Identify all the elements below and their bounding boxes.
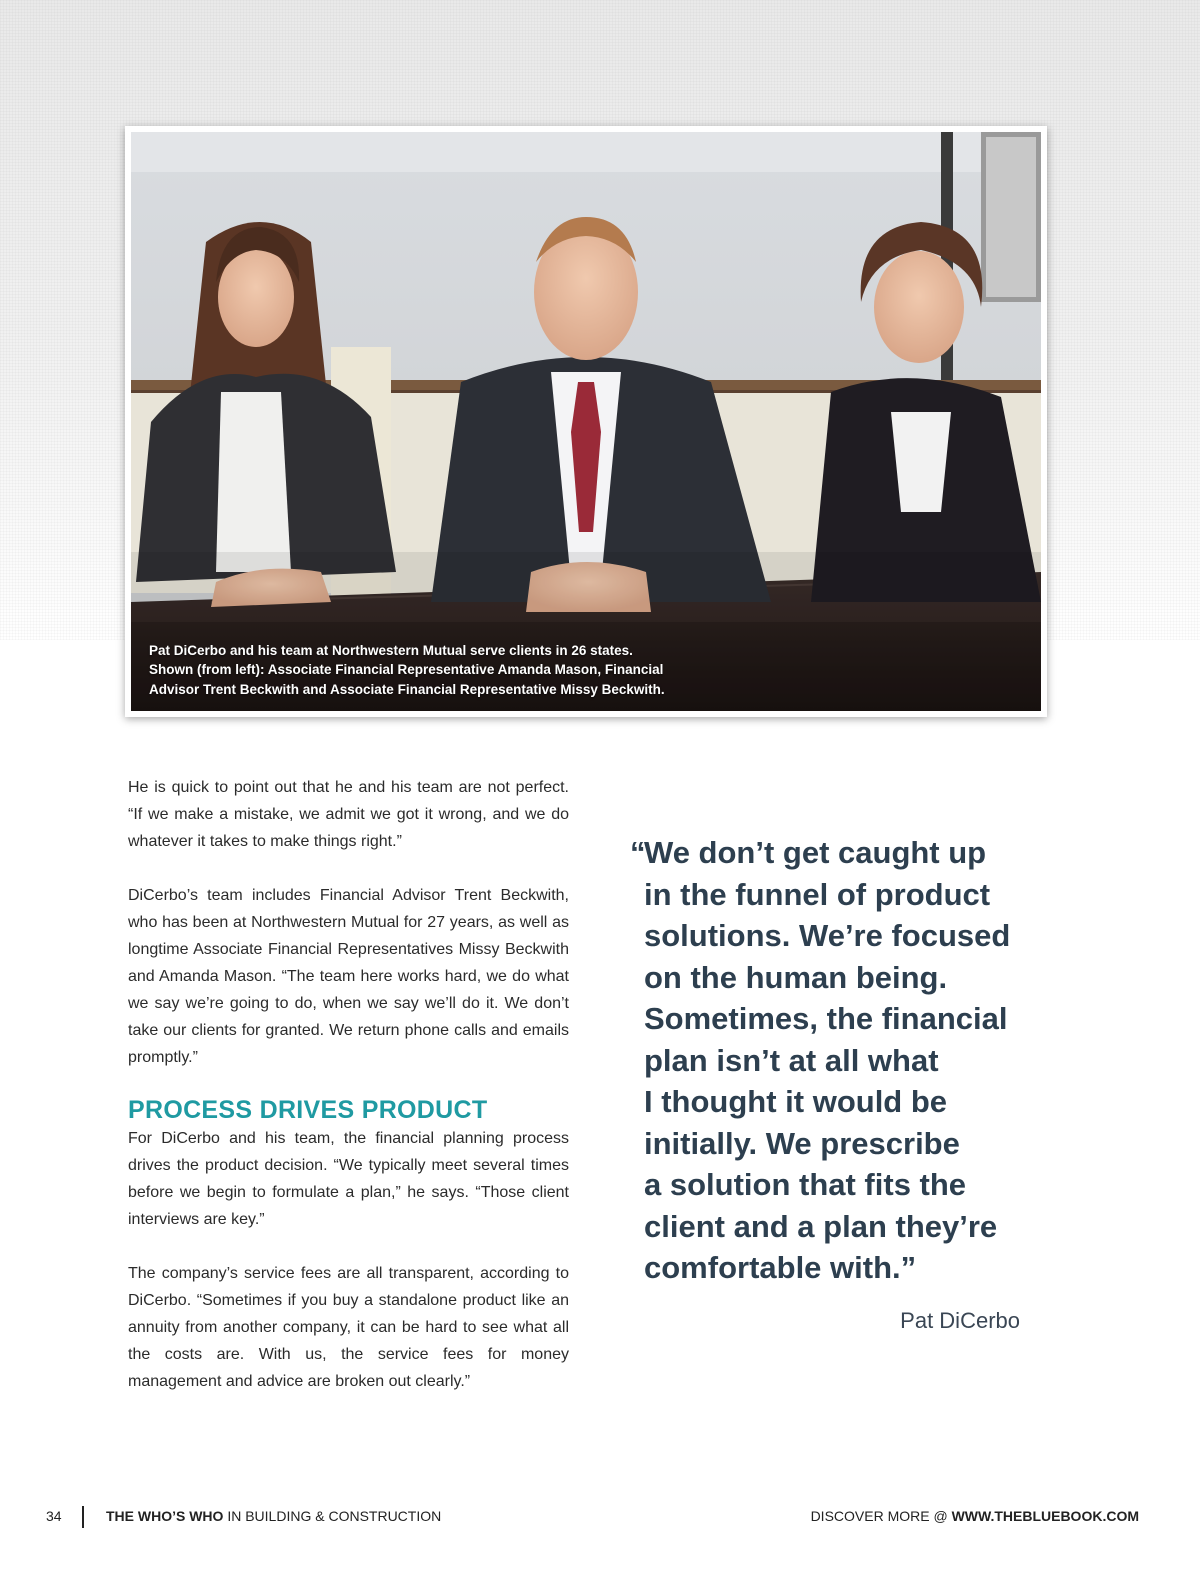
- section-heading: PROCESS DRIVES PRODUCT: [128, 1096, 488, 1124]
- team-photo-illustration: [131, 132, 1041, 711]
- pull-quote-text: We don’t get caught up in the funnel of product solutions. We’re focused on the human being. Sometimes, the financial plan isn’t at all what I thought it would be initially. We prescribe a solution that fits the client and a plan they’re comfortable with.”: [644, 835, 1011, 1285]
- body-paragraph: The company’s service fees are all transparent, according to DiCerbo. “Sometimes if you buy a standalone product like an annuity from another company, it can be hard to see what all the costs are. With us, the service fees for money management and advice are broken out clearly.”: [128, 1265, 569, 1390]
- team-photo: [131, 132, 1041, 711]
- body-paragraph: For DiCerbo and his team, the financial planning process drives the product decision. “We typically meet several times before we begin to formulate a plan,” he says. “Those client interviews are key.”: [128, 1130, 569, 1228]
- discover-prefix: DISCOVER MORE @: [810, 1508, 952, 1524]
- caption-line: Pat DiCerbo and his team at Northwestern Mutual serve clients in 26 states.: [149, 642, 633, 658]
- body-paragraph: DiCerbo’s team includes Financial Advisor Trent Beckwith, who has been at Northwestern Mutual for 27 years, as well as longtime Associate Financial Representatives Missy Beckwith and Amanda Mason. “The team here works hard, we do what we say we’re going to do, when we say we’ll do it. We don’t take our clients for granted. We return phone calls and emails promptly.”: [128, 887, 569, 1066]
- page-number: 34: [46, 1508, 62, 1524]
- photo-caption: [149, 641, 749, 700]
- publication-name-bold: THE WHO’S WHO: [106, 1508, 224, 1524]
- team-photo-frame: [125, 126, 1047, 717]
- publication-name: [106, 1508, 441, 1524]
- page-footer: [0, 1503, 1200, 1533]
- body-paragraph: He is quick to point out that he and his team are not perfect. “If we make a mistake, we admit we got it wrong, and we do whatever it takes to make things right.”: [128, 779, 569, 850]
- article-body: [128, 774, 569, 1395]
- footer-divider: [82, 1506, 84, 1528]
- discover-url-link[interactable]: WWW.THEBLUEBOOK.COM: [951, 1508, 1139, 1524]
- caption-line: Shown (from left): Associate Financial Representative Amanda Mason, Financial: [149, 662, 664, 677]
- pull-quote: [630, 832, 1050, 1289]
- caption-line: Advisor Trent Beckwith and Associate Financial Representative Missy Beckwith.: [149, 681, 665, 697]
- quote-open-mark: “: [630, 835, 646, 870]
- quote-attribution: Pat DiCerbo: [900, 1308, 1020, 1333]
- publication-name-rest: IN BUILDING & CONSTRUCTION: [223, 1508, 442, 1524]
- discover-more: [811, 1508, 1139, 1524]
